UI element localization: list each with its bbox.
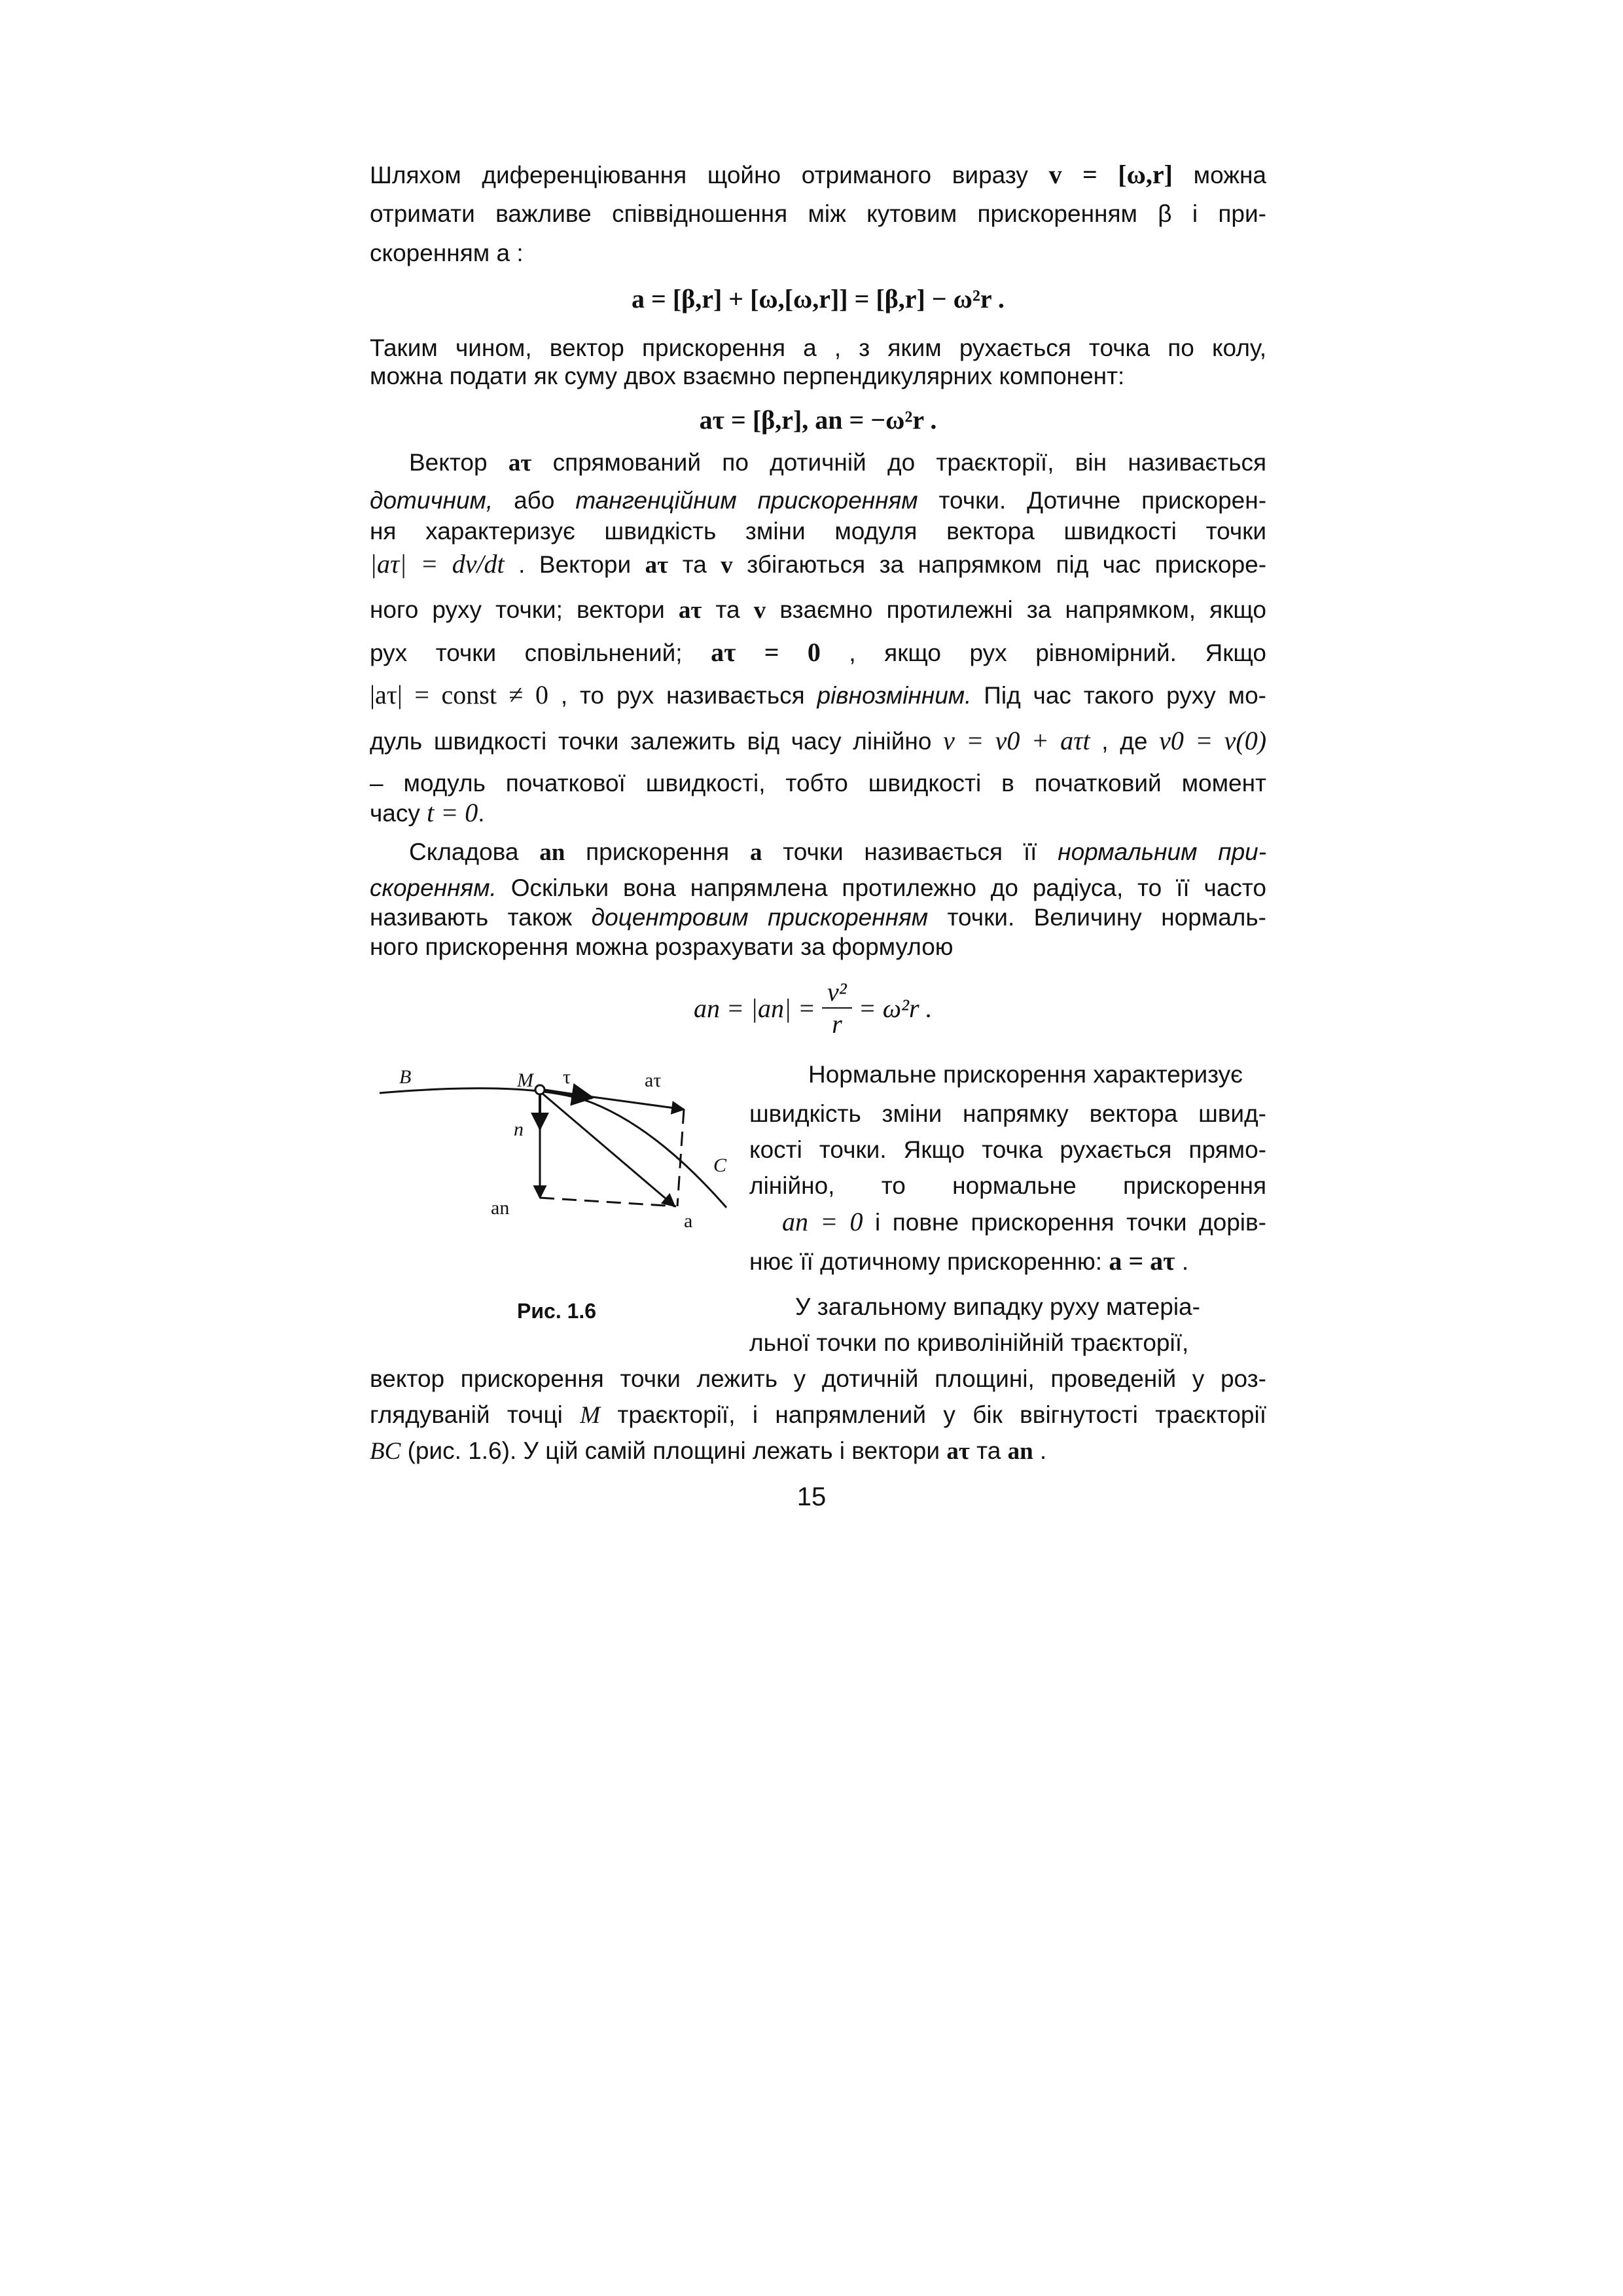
text: глядуваній точці	[370, 1401, 563, 1428]
label-c: C	[713, 1155, 727, 1176]
formula: |aτ| = const ≠ 0	[370, 680, 549, 709]
text: та	[715, 596, 740, 623]
dashed-bottom	[540, 1198, 676, 1206]
denominator: r	[832, 1009, 842, 1039]
p1-text: Шляхом диференціювання щойно отриманого виразу	[370, 162, 1028, 188]
text: ного руху точки; вектори	[370, 596, 665, 623]
text: точки називається її	[783, 838, 1037, 865]
formula: a = aτ	[1109, 1246, 1175, 1276]
symbol: aτ	[508, 450, 532, 476]
p3-line7	[370, 681, 1266, 710]
p4-line2	[370, 874, 1266, 903]
fraction	[822, 977, 852, 1039]
text: (рис. 1.6). У цій самій площині лежать і вектори	[407, 1437, 940, 1464]
text: дуль швидкості точки залежить від часу лінійно	[370, 728, 932, 755]
label-n: n	[514, 1119, 524, 1140]
label-tau: τ	[563, 1066, 571, 1088]
text: Оскільки вона напрямлена протилежно до радіуса, то її часто	[510, 874, 1267, 901]
label-a-n: an	[491, 1197, 510, 1219]
text: Під час такого руху мо-	[984, 682, 1266, 709]
p5-line4: лінійно, то нормальне прискорення	[749, 1172, 1266, 1199]
term-italic: тангенційним прискоренням	[575, 487, 918, 514]
text: .	[1039, 1437, 1047, 1464]
text: або	[514, 487, 555, 514]
p3-line4	[370, 550, 1266, 580]
formula: v = v0 + aτt	[943, 726, 1090, 755]
symbol: aτ	[946, 1438, 970, 1465]
p3-line10	[370, 798, 1266, 828]
formula-acceleration: a = [β,r] + [ω,[ω,r]] = [β,r] − ω²r .	[632, 284, 1005, 314]
p4-line4: ного прискорення можна розрахувати за формулою	[370, 933, 954, 960]
symbol: v	[721, 552, 733, 579]
formula-right: = ω²r .	[858, 993, 933, 1023]
text: точки. Дотичне прискорен-	[938, 487, 1267, 514]
text: та	[682, 551, 707, 578]
p5-line3: кості точки. Якщо точка рухається прямо-	[749, 1136, 1266, 1163]
p1-formula: v = [ω,r]	[1048, 160, 1173, 189]
text: і повне прискорення точки дорів-	[875, 1209, 1266, 1236]
text: називають також	[370, 904, 573, 931]
p1-line2: отримати важливе співвідношення між кутовим прискоренням β і при-	[370, 200, 1266, 227]
p3-line6	[370, 638, 1266, 668]
p5-line6	[749, 1247, 1266, 1276]
p6-line3: вектор прискорення точки лежить у дотичній площині, проведеній у роз-	[370, 1365, 1266, 1392]
symbol: BC	[370, 1438, 401, 1465]
text: , то рух називається	[560, 682, 805, 709]
symbol: a	[749, 839, 762, 866]
text: . Вектори	[518, 551, 632, 578]
p1-line3: скоренням a :	[370, 240, 524, 266]
p2-line2: можна подати як суму двох взаємно перпендикулярних компонент:	[370, 363, 1125, 389]
p3-line2	[370, 486, 1266, 515]
text: .	[478, 800, 485, 827]
p6-line5	[370, 1437, 1266, 1466]
p3-line8	[370, 726, 1266, 756]
p6-line4	[370, 1401, 1266, 1430]
p4-line3	[370, 903, 1266, 932]
p5-line1: Нормальне прискорення характеризує	[808, 1061, 1243, 1088]
formula: t = 0	[427, 798, 478, 827]
numerator: v²	[822, 977, 852, 1009]
formula-normal	[694, 972, 933, 1044]
p1-line1	[370, 160, 1266, 190]
formula: v0 = v(0)	[1159, 726, 1267, 755]
text: прискорення	[586, 838, 730, 865]
point-m	[535, 1085, 544, 1094]
p5-line2: швидкість зміни напрямку вектора швид-	[749, 1100, 1266, 1127]
p1-text: можна	[1193, 162, 1266, 188]
trajectory-curve	[380, 1088, 726, 1208]
figure-1-6	[376, 1057, 743, 1280]
term-italic: дотичним,	[370, 487, 493, 514]
p6-line1: У загальному випадку руху матеріа-	[795, 1293, 1200, 1320]
p6-line2: льної точки по криволінійній траєкторії,	[749, 1329, 1189, 1356]
p3-line1	[370, 448, 1266, 478]
symbol: M	[580, 1402, 601, 1429]
p3-line9: – модуль початкової швидкості, тобто швидкості в початковий момент	[370, 770, 1266, 797]
label-a-tau: aτ	[645, 1069, 662, 1091]
text: траєкторії, і напрямлений у бік ввігнутості траєкторії	[617, 1401, 1267, 1428]
figure-caption: Рис. 1.6	[517, 1299, 597, 1323]
term-italic: рівнозмінним.	[817, 682, 972, 709]
label-b: B	[399, 1066, 412, 1088]
text: нює її дотичному прискоренню:	[749, 1248, 1103, 1275]
symbol: v	[753, 597, 766, 624]
text: часу	[370, 800, 420, 827]
label-m: M	[517, 1069, 533, 1091]
symbol: aτ	[645, 552, 669, 579]
symbol: aτ	[678, 597, 702, 624]
symbol: an	[1007, 1438, 1033, 1465]
p3-line3: ня характеризує швидкість зміни модуля вектора швидкості точки	[370, 518, 1266, 545]
text: Складова	[409, 838, 519, 865]
formula: aτ = 0	[711, 637, 821, 667]
text: взаємно протилежні за напрямком, якщо	[779, 596, 1266, 623]
text: та	[976, 1437, 1001, 1464]
p4-line1	[370, 838, 1266, 867]
term-italic: доцентровим прискоренням	[591, 904, 929, 931]
text: збігаються за напрямком під час прискоре-	[747, 551, 1267, 578]
text: , якщо рух рівномірний. Якщо	[849, 639, 1266, 666]
text: , де	[1101, 728, 1148, 755]
symbol: an	[539, 839, 565, 866]
formula-components: aτ = [β,r], an = −ω²r .	[699, 405, 937, 435]
p3-line5	[370, 596, 1266, 625]
p5-line5	[749, 1208, 1266, 1237]
vector-a-tau	[544, 1090, 684, 1109]
text: Вектор	[409, 449, 488, 476]
label-a: a	[684, 1210, 693, 1232]
formula-left: an = |an| =	[694, 993, 815, 1023]
term-italic: нормальним при-	[1058, 838, 1267, 865]
text: .	[1181, 1248, 1189, 1275]
page-number: 15	[796, 1482, 827, 1511]
formula: an = 0	[782, 1207, 863, 1236]
text: точки. Величину нормаль-	[947, 904, 1266, 931]
formula: |aτ| = dv/dt	[370, 549, 505, 579]
term-italic: скоренням.	[370, 874, 497, 901]
text: рух точки сповільнений;	[370, 639, 683, 666]
p2-line1: Таким чином, вектор прискорення a , з яким рухається точка по колу,	[370, 334, 1266, 361]
text: спрямований по дотичній до траєкторії, він називається	[552, 449, 1267, 476]
